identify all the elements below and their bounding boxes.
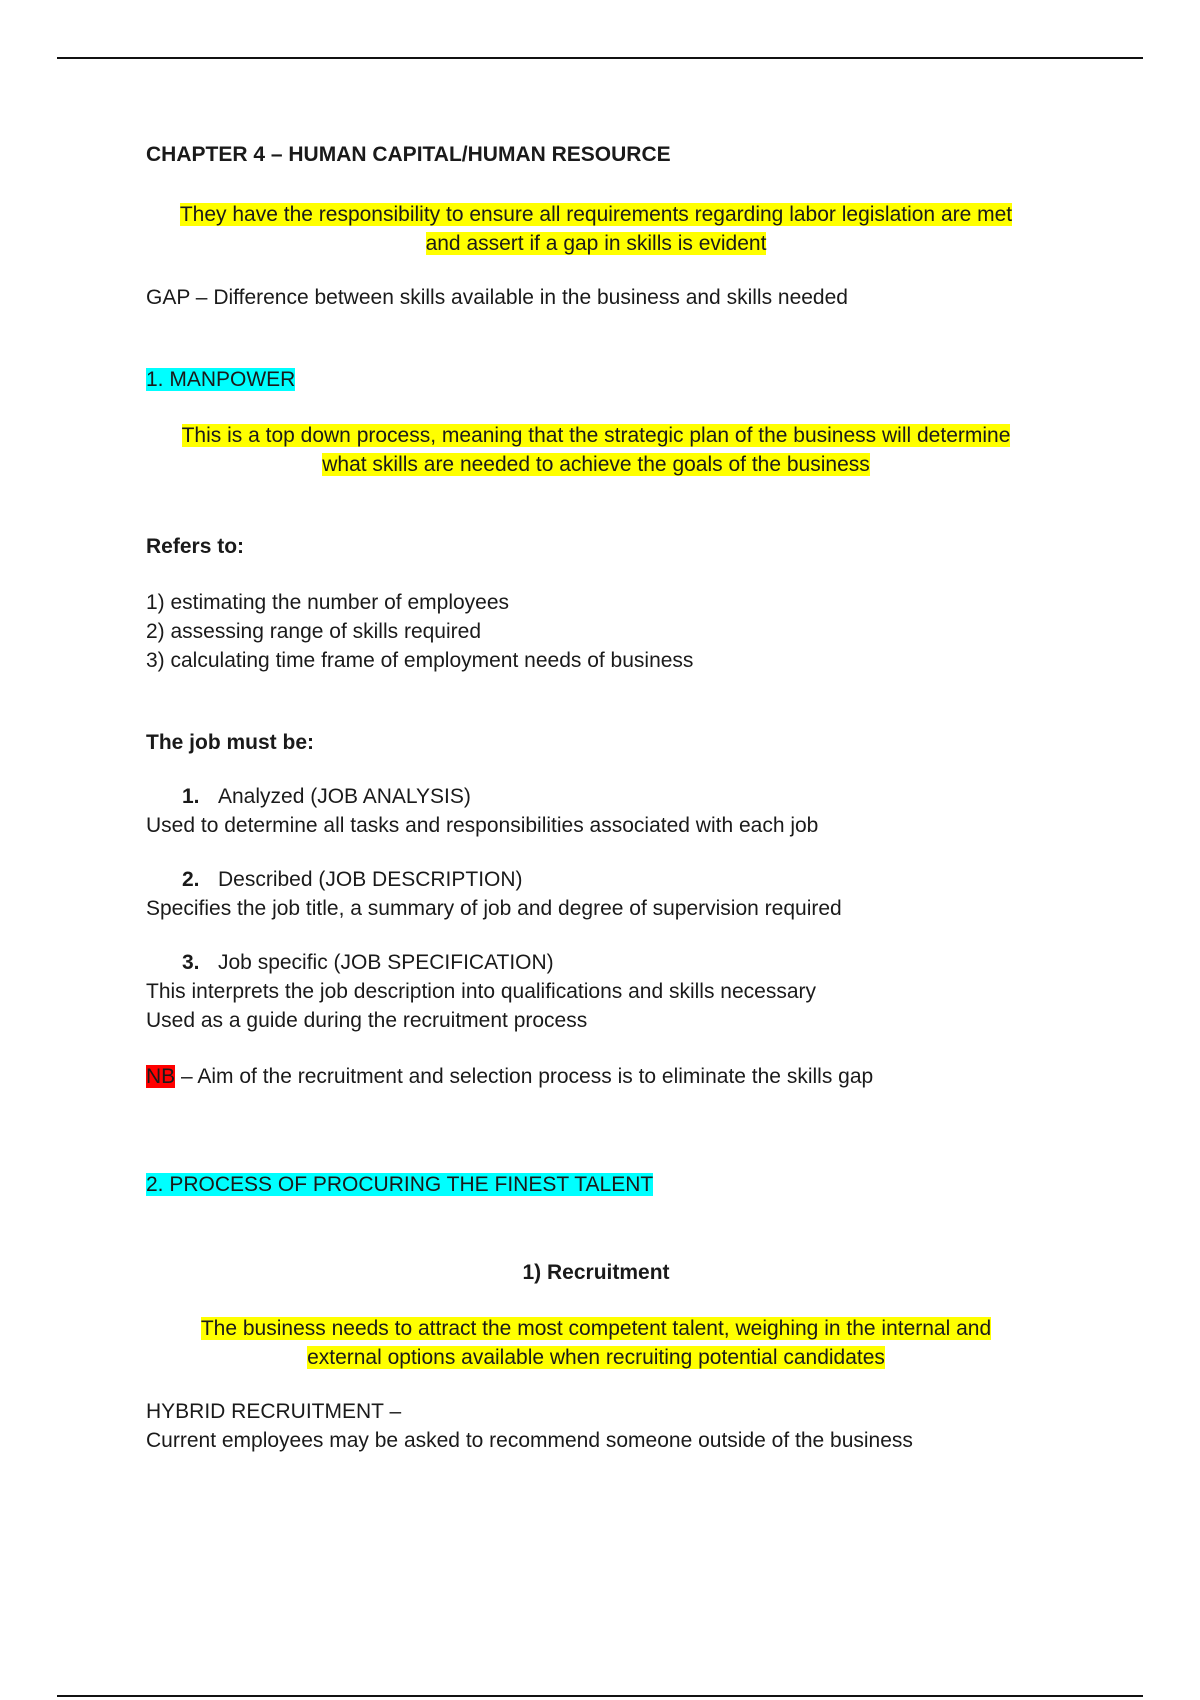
hybrid-heading: HYBRID RECRUITMENT – xyxy=(146,1400,402,1423)
section-2-highlight-line-1: The business needs to attract the most competent talent, weighing in the internal and xyxy=(200,1317,992,1340)
job-item-2-number: 2. xyxy=(182,868,200,891)
job-item-3-number: 3. xyxy=(182,951,200,974)
intro-highlight-line-1: They have the responsibility to ensure all requirements regarding labor legislation are met xyxy=(179,203,1013,226)
section-1-highlight xyxy=(146,421,1046,479)
job-item-3-title: Job specific (JOB SPECIFICATION) xyxy=(218,951,554,974)
nb-note xyxy=(146,1062,1046,1091)
job-item-2-title-row xyxy=(146,865,1046,894)
job-item-3-desc-2: Used as a guide during the recruitment process xyxy=(146,1009,588,1032)
top-rule xyxy=(57,57,1143,59)
job-item-1-title: Analyzed (JOB ANALYSIS) xyxy=(218,785,471,808)
section-2-highlight xyxy=(146,1314,1046,1372)
intro-highlight-line-2: and assert if a gap in skills is evident xyxy=(425,232,767,255)
job-item-1 xyxy=(146,782,1046,840)
job-item-2-desc: Specifies the job title, a summary of job and degree of supervision required xyxy=(146,897,842,920)
list-item: 1) estimating the number of employees xyxy=(146,591,510,614)
list-item: 3) calculating time frame of employment needs of business xyxy=(146,649,694,672)
section-1-heading: 1. MANPOWER xyxy=(146,368,296,391)
section-2-highlight-line-2: external options available when recruiting potential candidates xyxy=(307,1346,885,1369)
refers-to-heading: Refers to: xyxy=(146,535,245,558)
list-item: 2) assessing range of skills required xyxy=(146,620,481,643)
job-item-2 xyxy=(146,865,1046,923)
section-1-highlight-line-1: This is a top down process, meaning that the strategic plan of the business will determine xyxy=(181,424,1011,447)
job-item-1-title-row xyxy=(146,782,1046,811)
job-item-2-title: Described (JOB DESCRIPTION) xyxy=(218,868,523,891)
bottom-rule xyxy=(57,1695,1143,1697)
chapter-title: CHAPTER 4 – HUMAN CAPITAL/HUMAN RESOURCE xyxy=(146,143,671,166)
section-2-heading-wrap xyxy=(146,1170,1046,1199)
gap-definition: GAP – Difference between skills available in the business and skills needed xyxy=(146,286,848,309)
intro-highlight xyxy=(146,200,1046,258)
job-item-1-desc: Used to determine all tasks and responsibilities associated with each job xyxy=(146,814,819,837)
section-1-heading-wrap xyxy=(146,365,1046,394)
job-item-3 xyxy=(146,948,1046,1035)
job-item-3-desc-1: This interprets the job description into qualifications and skills necessary xyxy=(146,980,817,1003)
job-heading: The job must be: xyxy=(146,731,314,754)
refers-to-list xyxy=(146,588,1046,675)
nb-label: NB xyxy=(146,1065,176,1088)
hybrid-recruitment xyxy=(146,1397,1046,1455)
recruitment-subheading: 1) Recruitment xyxy=(522,1261,670,1284)
job-item-1-number: 1. xyxy=(182,785,200,808)
section-1-highlight-line-2: what skills are needed to achieve the goals of the business xyxy=(322,453,870,476)
nb-text: – Aim of the recruitment and selection process is to eliminate the skills gap xyxy=(175,1065,874,1088)
document-page xyxy=(146,140,1046,1455)
job-item-3-title-row xyxy=(146,948,1046,977)
hybrid-text: Current employees may be asked to recommend someone outside of the business xyxy=(146,1429,913,1452)
section-2-heading: 2. PROCESS OF PROCURING THE FINEST TALENT xyxy=(146,1173,654,1196)
